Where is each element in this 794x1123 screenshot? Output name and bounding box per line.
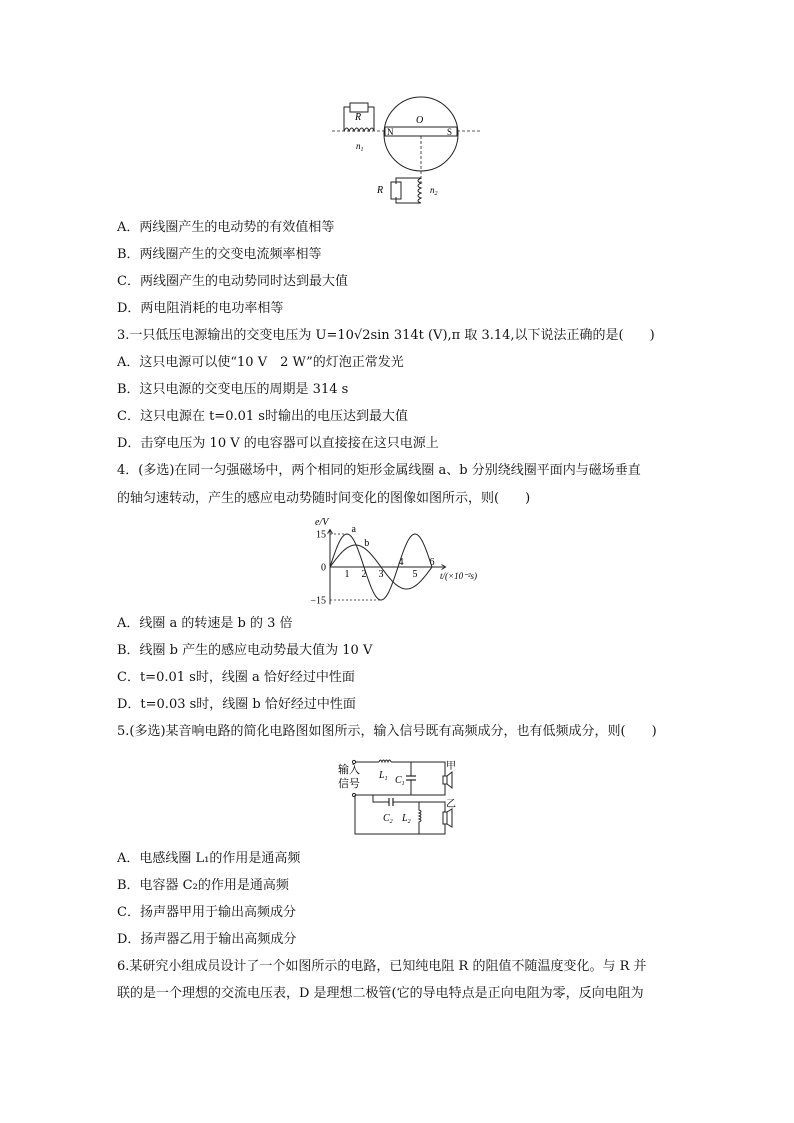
- q4-stem-line2: 的轴匀速转动，产生的感应电动势随时间变化的图像如图所示，则( ): [117, 491, 531, 506]
- q4-stem-line1: 4．(多选)在同一匀强磁场中，两个相同的矩形金属线圈 a、b 分别绕线圈平面内与磁场垂直: [117, 463, 641, 478]
- label-o: O: [416, 115, 424, 126]
- inductor-l2: [419, 802, 421, 834]
- label-r-bottom: R: [377, 185, 384, 196]
- q3-option-b: B．这只电源的交变电压的周期是 314 s: [117, 382, 349, 397]
- emf-time-chart: [300, 512, 500, 608]
- y-tick-label: −15: [310, 595, 326, 607]
- y-tick-label: 15: [316, 529, 326, 541]
- speaker-jia-cone: [447, 772, 452, 788]
- input-label-2: 信号: [338, 778, 360, 790]
- q2-option-a: A．两线圈产生的电动势的有效值相等: [117, 220, 335, 235]
- q6-line2: 联的是一个理想的交流电压表，D 是理想二极管(它的导电特点是正向电阻为零，反向电阻为: [117, 986, 644, 1001]
- label-s-pole: S: [447, 127, 453, 137]
- label-l1: $L_1$: [379, 770, 388, 782]
- speaker-jia-icon: [443, 776, 447, 784]
- q4-option-b: B．线圈 b 产生的感应电动势最大值为 10 V: [117, 643, 373, 658]
- x-tick-label: 3: [378, 569, 384, 580]
- label-l2: $L_2$: [402, 813, 411, 825]
- label-n-pole: N: [387, 127, 394, 137]
- resistor-bottom-box: [391, 182, 401, 199]
- series-b-label: b: [364, 538, 370, 549]
- label-n1: $n_1$: [356, 141, 364, 153]
- q2-option-b: B．两线圈产生的交变电流频率相等: [117, 247, 322, 262]
- x-tick-label: 1: [344, 569, 350, 580]
- magnet-coil-figure: [330, 96, 480, 208]
- label-c1: $C_1$: [395, 775, 405, 787]
- q2-option-c: C．两线圈产生的电动势同时达到最大值: [117, 274, 348, 289]
- resistor-top-box: [350, 103, 368, 112]
- series-a-label: a: [351, 524, 357, 535]
- q5-option-a: A．电感线圈 L₁的作用是通高频: [117, 851, 301, 866]
- input-label-1: 输入: [338, 764, 360, 776]
- q5-stem: 5.(多选)某音响电路的简化电路图如图所示，输入信号既有高频成分，也有低频成分，则( ): [117, 724, 657, 739]
- inductor-l1: [379, 760, 391, 762]
- q4-option-c: C．t=0.01 s时，线圈 a 恰好经过中性面: [117, 670, 355, 685]
- q5-option-b: B．电容器 C₂的作用是通高频: [117, 878, 289, 893]
- audio-circuit-figure: [335, 754, 460, 838]
- q6-line1: 6.某研究小组成员设计了一个如图所示的电路，已知纯电阻 R 的阻值不随温度变化。与 R 并: [117, 959, 647, 974]
- y-tick-label: 0: [321, 562, 326, 574]
- x-tick-label: 4: [398, 557, 404, 568]
- x-tick-label: 5: [412, 569, 418, 580]
- q3-option-a: A．这只电源可以使“10 V 2 W”的灯泡正常发光: [117, 355, 404, 370]
- top-wire: [355, 762, 445, 776]
- speaker-yi-cone: [447, 809, 452, 827]
- label-yi: 乙: [446, 799, 456, 810]
- q2-option-d: D．两电阻消耗的电功率相等: [117, 301, 284, 316]
- q3-option-d: D．击穿电压为 10 V 的电容器可以直接接在这只电源上: [117, 436, 439, 451]
- lower-branch-wire: [355, 795, 445, 834]
- x-tick-label: 2: [361, 569, 367, 580]
- q3-option-c: C．这只电源在 t=0.01 s时输出的电压达到最大值: [117, 409, 408, 424]
- q5-option-d: D．扬声器乙用于输出高频成分: [117, 932, 297, 947]
- label-jia: 甲: [446, 761, 456, 772]
- x-axis-label: t/(×10⁻²s): [440, 571, 478, 581]
- q5-option-c: C．扬声器甲用于输出高频成分: [117, 905, 296, 920]
- coil-n1: [344, 128, 374, 131]
- speaker-yi-icon: [443, 812, 447, 824]
- label-n2: $n_2$: [430, 185, 438, 197]
- x-tick-label: 6: [429, 557, 435, 568]
- label-r-top: R: [355, 112, 362, 123]
- q3-stem: 3.一只低压电源输出的交变电压为 U=10√2sin 314t (V),π 取 3.14,以下说法正确的是( ): [117, 328, 655, 343]
- coil-n2: [418, 178, 421, 203]
- y-axis-label: e/V: [315, 517, 329, 528]
- label-c2: $C_2$: [383, 813, 393, 825]
- q4-option-a: A．线圈 a 的转速是 b 的 3 倍: [117, 616, 293, 631]
- q4-option-d: D．t=0.03 s时，线圈 b 恰好经过中性面: [117, 697, 356, 712]
